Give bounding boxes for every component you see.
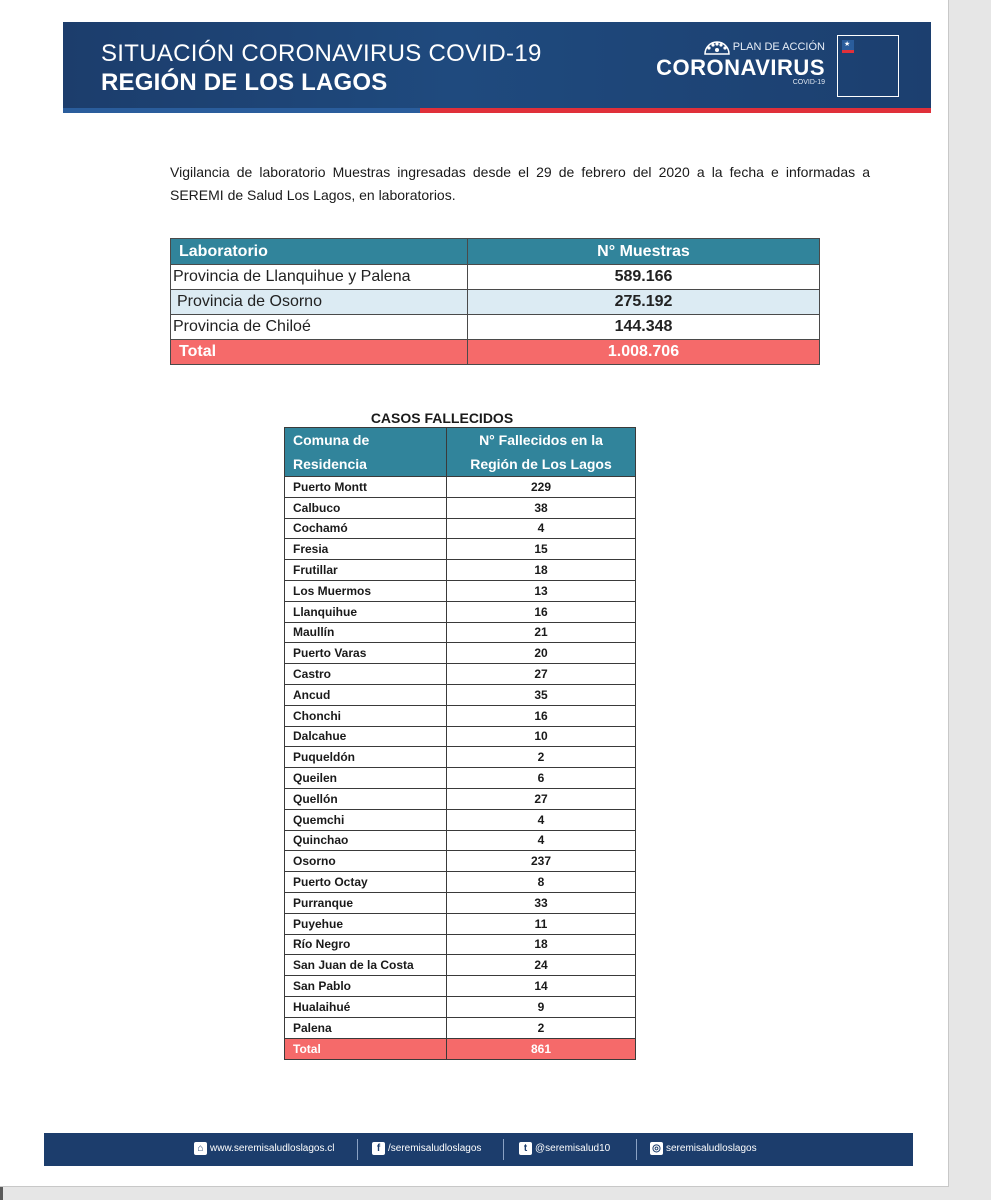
comuna-name: Quellón <box>285 788 447 809</box>
table-row <box>285 851 636 872</box>
deaths-count: 6 <box>447 768 636 789</box>
table-row <box>285 768 636 789</box>
lab-row-value: 275.192 <box>468 290 820 315</box>
footer-divider <box>636 1139 637 1160</box>
footer-instagram-text: seremisaludloslagos <box>666 1143 757 1154</box>
flag-red <box>842 50 854 53</box>
deaths-table-header <box>285 428 636 477</box>
deaths-count: 13 <box>447 580 636 601</box>
table-row <box>285 601 636 622</box>
table-row <box>285 872 636 893</box>
table-row <box>285 1017 636 1038</box>
deaths-count: 4 <box>447 518 636 539</box>
lab-row-name: Provincia de Llanquihue y Palena <box>171 265 468 290</box>
deaths-total-value: 861 <box>447 1038 636 1059</box>
deaths-total-row <box>285 1038 636 1059</box>
comuna-name: Fresia <box>285 539 447 560</box>
table-row <box>285 497 636 518</box>
table-row <box>285 996 636 1017</box>
footer-web[interactable] <box>194 1142 335 1155</box>
deaths-count: 16 <box>447 705 636 726</box>
comuna-name: Puqueldón <box>285 747 447 768</box>
lab-row-value: 589.166 <box>468 265 820 290</box>
table-row <box>171 265 820 290</box>
header-banner <box>63 22 931 112</box>
facebook-icon: f <box>372 1142 385 1155</box>
header-stripe-red <box>420 108 931 113</box>
table-row <box>285 976 636 997</box>
deaths-count: 15 <box>447 539 636 560</box>
table-row <box>285 913 636 934</box>
deaths-count: 8 <box>447 872 636 893</box>
lab-total-label: Total <box>171 340 468 365</box>
deaths-count: 38 <box>447 497 636 518</box>
deaths-count: 20 <box>447 643 636 664</box>
deaths-count: 10 <box>447 726 636 747</box>
footer-facebook-text: /seremisaludloslagos <box>388 1143 482 1154</box>
comuna-name: Frutillar <box>285 560 447 581</box>
comuna-name: Puerto Varas <box>285 643 447 664</box>
header-title-line2: REGIÓN DE LOS LAGOS <box>101 69 388 96</box>
star-icon: ★ <box>844 41 851 48</box>
deaths-count: 2 <box>447 747 636 768</box>
table-row <box>285 664 636 685</box>
header-title-line1: SITUACIÓN CORONAVIRUS COVID-19 <box>101 40 542 67</box>
footer-divider <box>503 1139 504 1160</box>
comuna-name: Castro <box>285 664 447 685</box>
lab-total-value: 1.008.706 <box>468 340 820 365</box>
comuna-name: Río Negro <box>285 934 447 955</box>
deaths-count: 18 <box>447 560 636 581</box>
twitter-icon: t <box>519 1142 532 1155</box>
lab-samples-table <box>170 238 820 365</box>
deaths-count: 229 <box>447 477 636 498</box>
deaths-count: 11 <box>447 913 636 934</box>
table-row <box>285 892 636 913</box>
comuna-name: Cochamó <box>285 518 447 539</box>
comuna-name: Puerto Octay <box>285 872 447 893</box>
table-row <box>285 955 636 976</box>
deaths-count: 9 <box>447 996 636 1017</box>
comuna-name: Dalcahue <box>285 726 447 747</box>
web-icon: ⌂ <box>194 1142 207 1155</box>
deaths-count: 35 <box>447 684 636 705</box>
footer-web-text: www.seremisaludloslagos.cl <box>210 1143 335 1154</box>
virus-icon <box>703 39 731 55</box>
comuna-name: Calbuco <box>285 497 447 518</box>
comuna-name: Quemchi <box>285 809 447 830</box>
footer-divider <box>357 1139 358 1160</box>
footer-facebook[interactable] <box>372 1142 481 1155</box>
table-row <box>285 643 636 664</box>
table-row <box>171 290 820 315</box>
deaths-count: 16 <box>447 601 636 622</box>
deaths-count: 18 <box>447 934 636 955</box>
table-row <box>285 830 636 851</box>
deaths-count: 4 <box>447 809 636 830</box>
lab-header-laboratorio: Laboratorio <box>171 239 468 265</box>
lab-header-muestras: N° Muestras <box>468 239 820 265</box>
comuna-name: Hualaihué <box>285 996 447 1017</box>
comuna-name: San Pablo <box>285 976 447 997</box>
deaths-count: 33 <box>447 892 636 913</box>
comuna-name: San Juan de la Costa <box>285 955 447 976</box>
comuna-name: Chonchi <box>285 705 447 726</box>
deaths-header-comuna-line1: Comuna de <box>293 432 370 448</box>
table-row <box>285 622 636 643</box>
comuna-name: Osorno <box>285 851 447 872</box>
comuna-name: Ancud <box>285 684 447 705</box>
lab-row-name: Provincia de Chiloé <box>171 315 468 340</box>
table-row <box>285 747 636 768</box>
government-logo <box>837 35 899 97</box>
table-row <box>285 518 636 539</box>
comuna-name: Queilen <box>285 768 447 789</box>
deaths-count: 27 <box>447 788 636 809</box>
footer-instagram[interactable] <box>650 1142 757 1155</box>
comuna-name: Quinchao <box>285 830 447 851</box>
deaths-count: 4 <box>447 830 636 851</box>
instagram-icon: ◎ <box>650 1142 663 1155</box>
deaths-table <box>284 427 636 1060</box>
plan-label: PLAN DE ACCIÓN <box>732 41 825 53</box>
plan-title: CORONAVIRUS <box>656 55 825 80</box>
deaths-table-title: CASOS FALLECIDOS <box>370 410 514 426</box>
lab-row-value: 144.348 <box>468 315 820 340</box>
deaths-total-label: Total <box>285 1038 447 1059</box>
deaths-count: 24 <box>447 955 636 976</box>
table-row <box>285 539 636 560</box>
table-row <box>285 580 636 601</box>
table-row <box>285 705 636 726</box>
comuna-name: Palena <box>285 1017 447 1038</box>
deaths-header-comuna-line2: Residencia <box>293 456 367 472</box>
plan-de-accion-logo <box>656 37 825 97</box>
table-row <box>285 809 636 830</box>
table-row <box>285 726 636 747</box>
lab-table-header <box>171 239 820 265</box>
lab-total-row <box>171 340 820 365</box>
table-row <box>171 315 820 340</box>
footer-bar <box>44 1133 913 1166</box>
table-row <box>285 934 636 955</box>
deaths-count: 21 <box>447 622 636 643</box>
comuna-name: Puerto Montt <box>285 477 447 498</box>
comuna-name: Llanquihue <box>285 601 447 622</box>
lab-row-name: Provincia de Osorno <box>171 290 468 315</box>
table-row <box>285 560 636 581</box>
deaths-count: 237 <box>447 851 636 872</box>
deaths-header-count <box>447 428 636 477</box>
comuna-name: Purranque <box>285 892 447 913</box>
footer-twitter-text: @seremisalud10 <box>535 1143 611 1154</box>
comuna-name: Maullín <box>285 622 447 643</box>
deaths-count: 2 <box>447 1017 636 1038</box>
deaths-header-comuna <box>285 428 447 477</box>
comuna-name: Los Muermos <box>285 580 447 601</box>
deaths-header-count-line1: N° Fallecidos en la <box>479 432 603 448</box>
intro-paragraph: Vigilancia de laboratorio Muestras ingresadas desde el 29 de febrero del 2020 a la fecha e informadas a SEREMI de Salud Los Lagos, en laboratorios. <box>170 164 870 203</box>
comuna-name: Puyehue <box>285 913 447 934</box>
plan-subtitle: COVID-19 <box>792 79 825 86</box>
header-stripe-blue <box>63 108 420 113</box>
deaths-header-count-line2: Región de Los Lagos <box>470 456 612 472</box>
deaths-count: 27 <box>447 664 636 685</box>
table-row <box>285 788 636 809</box>
table-row <box>285 477 636 498</box>
deaths-table-body <box>285 477 636 1060</box>
footer-twitter[interactable] <box>519 1142 610 1155</box>
table-row <box>285 684 636 705</box>
deaths-count: 14 <box>447 976 636 997</box>
